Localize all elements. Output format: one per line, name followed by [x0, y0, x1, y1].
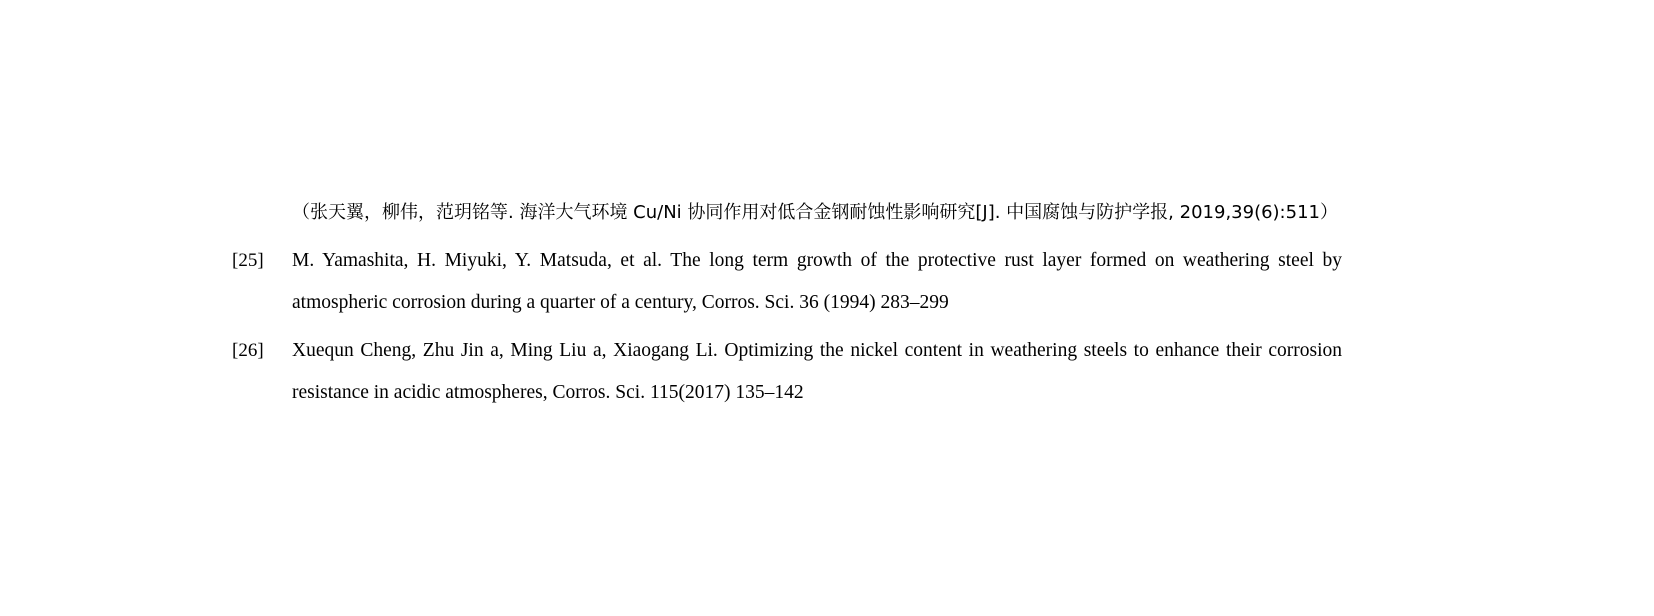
list-item: [232, 192, 1342, 234]
list-item: [232, 240, 1342, 324]
reference-list: [232, 192, 1342, 420]
reference-text: Xuequn Cheng, Zhu Jin a, Ming Liu a, Xiaogang Li. Optimizing the nickel content in weathering steels to enhance their corrosion resistance in acidic atmospheres, Corros. Sci. 115(2017) 135–142: [292, 340, 1342, 403]
reference-label: [25]: [232, 250, 264, 271]
reference-text: M. Yamashita, H. Miyuki, Y. Matsuda, et al. The long term growth of the protective rust layer formed on weathering steel by atmospheric corrosion during a quarter of a century, Corros. Sci. 36 (1994) 283–299: [292, 250, 1342, 313]
reference-text: （张天翼，柳伟，范玥铭等. 海洋大气环境 Cu/Ni 协同作用对低合金钢耐蚀性影响研究[J]. 中国腐蚀与防护学报, 2019,39(6):511）: [292, 202, 1338, 223]
reference-label: [26]: [232, 340, 264, 361]
list-item: [232, 330, 1342, 414]
